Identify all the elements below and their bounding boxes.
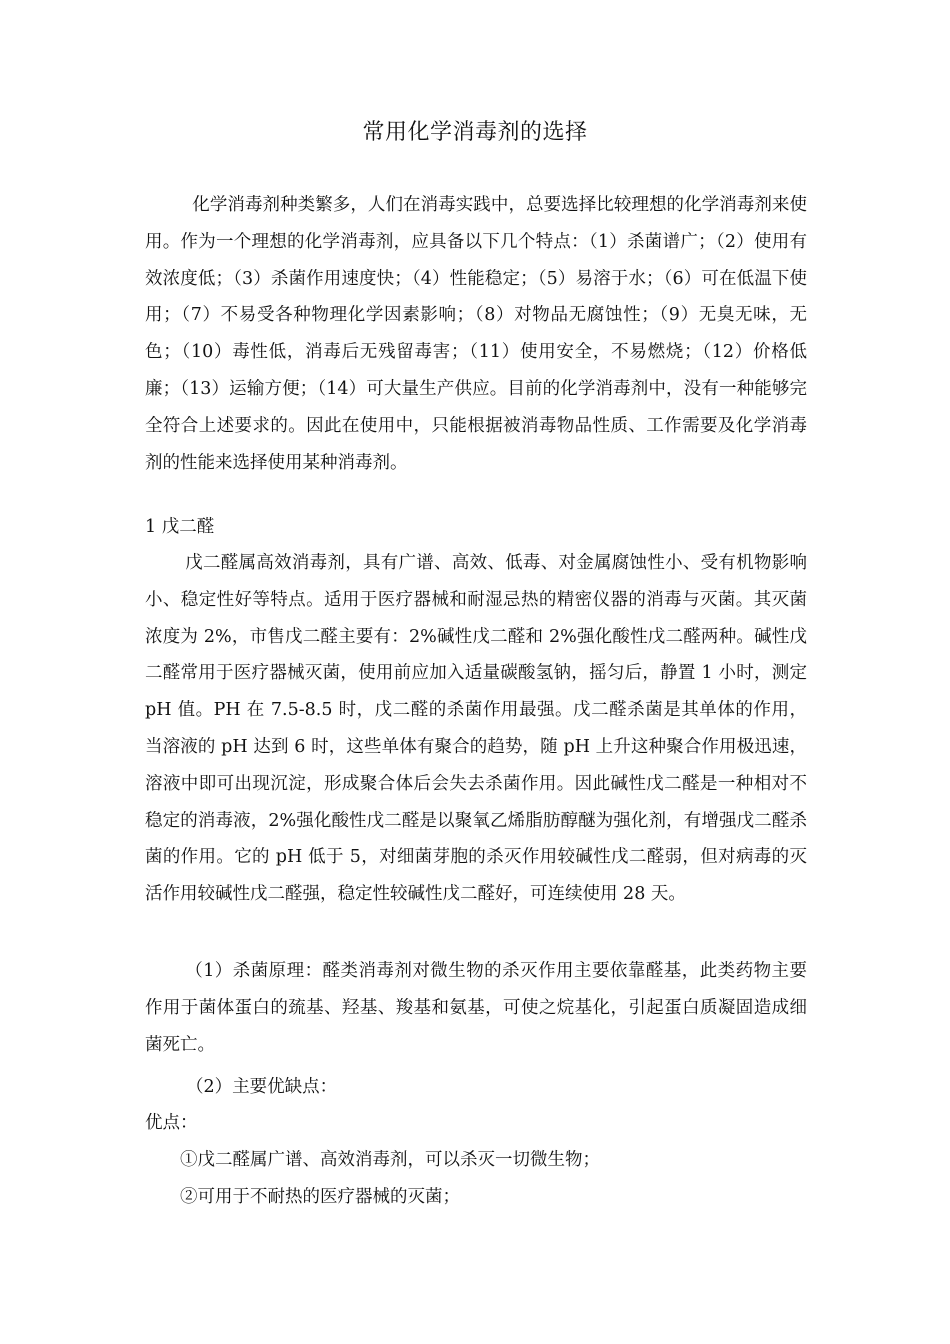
- intro-paragraph: 化学消毒剂种类繁多，人们在消毒实践中，总要选择比较理想的化学消毒剂来使用。作为一个理想的化学消毒剂，应具备以下几个特点：（1）杀菌谱广；（2）使用有效浓度低；（3）杀菌作用速度快；（4）性能稳定；（5）易溶于水；（6）可在低温下使用；（7）不易受各种物理化学因素影响；（8）对物品无腐蚀性；（9）无臭无味，无色；（10）毒性低，消毒后无残留毒害；（11）使用安全，不易燃烧；（12）价格低廉；（13）运输方便；（14）可大量生产供应。目前的化学消毒剂中，没有一种能够完全符合上述要求的。因此在使用中，只能根据被消毒物品性质、工作需要及化学消毒剂的性能来选择使用某种消毒剂。: [145, 195, 807, 473]
- pros-label: 优点：: [145, 1113, 198, 1133]
- pros-item-2: ②可用于不耐热的医疗器械的灭菌；: [180, 1187, 460, 1207]
- section-heading: 1 戊二醛: [145, 517, 215, 537]
- pros-cons-heading: （2）主要优缺点：: [186, 1077, 338, 1097]
- document-title: 常用化学消毒剂的选择: [362, 120, 588, 145]
- principle-paragraph: （1）杀菌原理：醛类消毒剂对微生物的杀灭作用主要依靠醛基，此类药物主要作用于菌体蛋白的巯基、羟基、羧基和氨基，可使之烷基化，引起蛋白质凝固造成细菌死亡。: [145, 961, 807, 1055]
- section-body-paragraph: 戊二醛属高效消毒剂，具有广谱、高效、低毒、对金属腐蚀性小、受有机物影响小、稳定性好等特点。适用于医疗器械和耐湿忌热的精密仪器的消毒与灭菌。其灭菌浓度为 2%，市售戊二醛主要有：2%碱性戊二醛和 2%强化酸性戊二醛两种。碱性戊二醛常用于医疗器械灭菌，使用前应加入适量碳酸氢钠，摇匀后，静置 1 小时，测定 pH 值。PH 在 7.5-8.5 时，戊二醛的杀菌作用最强。戊二醛杀菌是其单体的作用，当溶液的 pH 达到 6 时，这些单体有聚合的趋势，随 pH 上升这种聚合作用极迅速，溶液中即可出现沉淀，形成聚合体后会失去杀菌作用。因此碱性戊二醛是一种相对不稳定的消毒液，2%强化酸性戊二醛是以聚氧乙烯脂肪醇醚为强化剂，有增强戊二醛杀菌的作用。它的 pH 低于 5，对细菌芽胞的杀灭作用较碱性戊二醛弱，但对病毒的灭活作用较碱性戊二醛强，稳定性较碱性戊二醛好，可连续使用 28 天。: [145, 553, 807, 905]
- pros-item-1: ①戊二醛属广谱、高效消毒剂，可以杀灭一切微生物；: [180, 1150, 600, 1170]
